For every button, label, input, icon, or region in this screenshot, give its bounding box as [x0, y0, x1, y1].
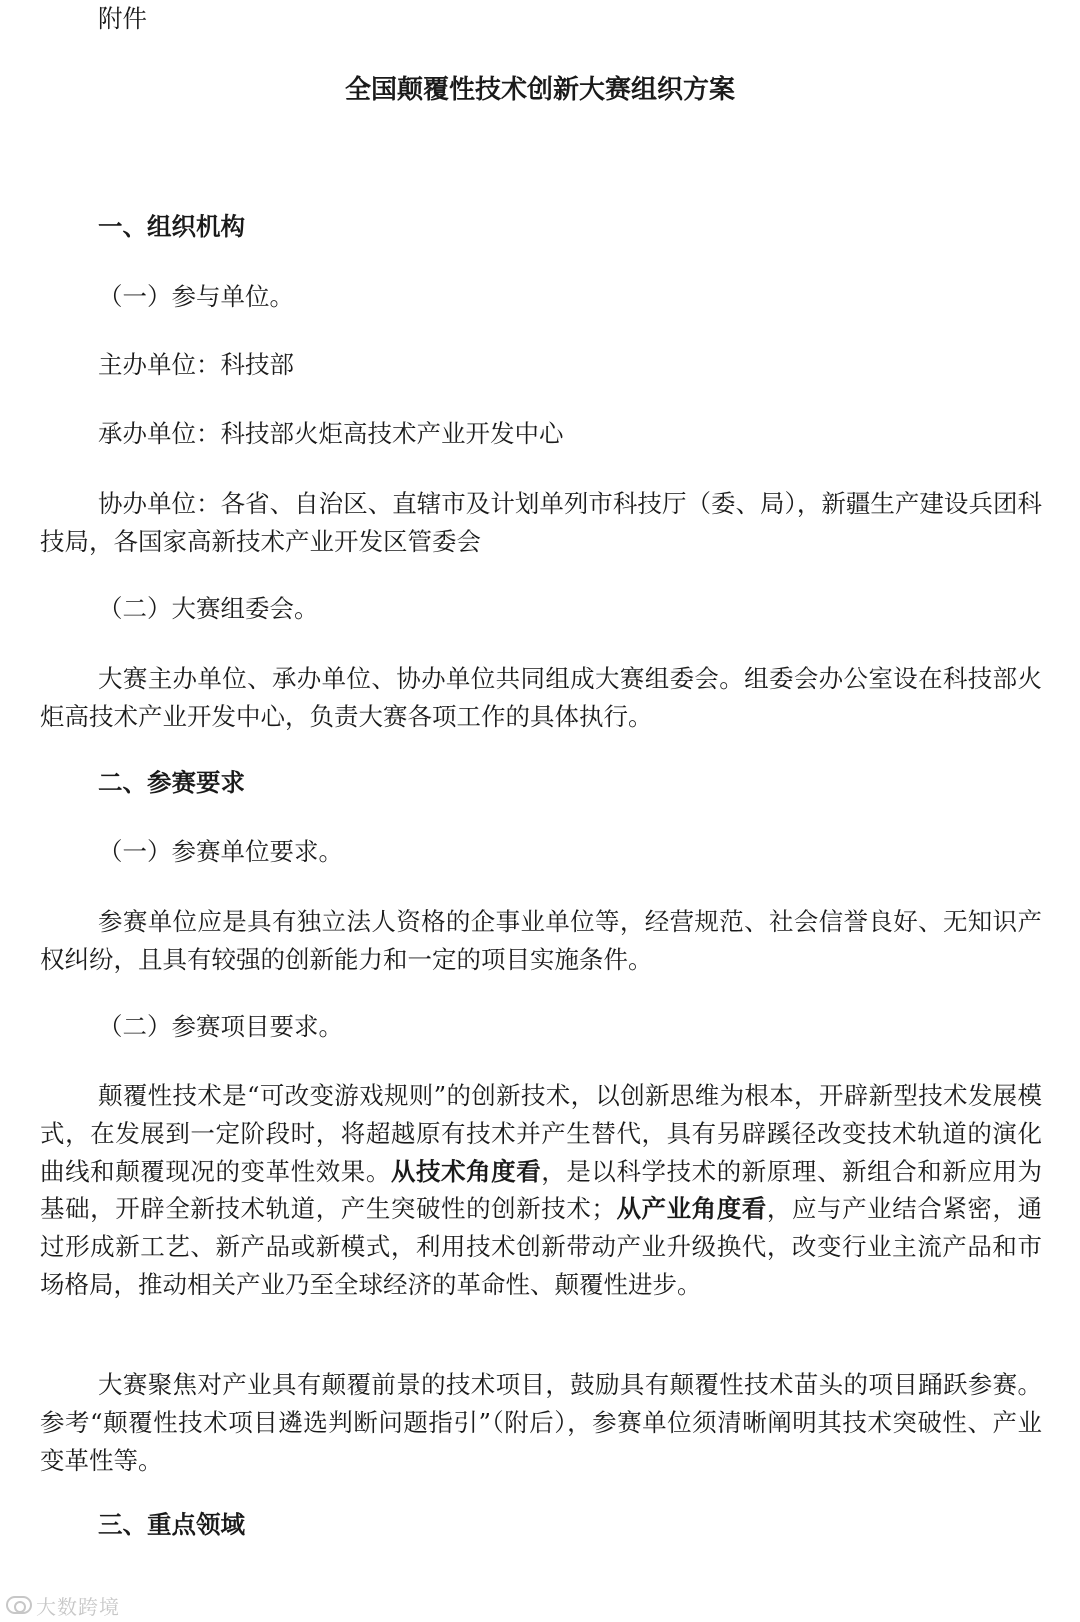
section-heading-key-areas: 三、重点领域 — [98, 1510, 245, 1539]
unit-requirements-paragraph: 参赛单位应是具有独立法人资格的企事业单位等，经营规范、社会信誉良好、无知识产权纠纷，且具有较强的创新能力和一定的项目实施条件。 — [40, 907, 1042, 974]
subsection-project-requirements: （二）参赛项目要求。 — [98, 1012, 343, 1041]
watermark — [6, 1593, 120, 1617]
watermark-text: 大数跨境 — [36, 1594, 120, 1619]
project-text-part3: ，应与产业结合紧密，通过形成新工艺、新产品或新模式，利用技术创新带动产业升级换代，改变行业主流产品和市场格局，推动相关产业乃至全球经济的革命性、颠覆性进步。 — [40, 1194, 1043, 1299]
section-heading-organization: 一、组织机构 — [98, 212, 245, 241]
technology-perspective-emphasis: 从技术角度看 — [390, 1156, 542, 1186]
section-heading-requirements: 二、参赛要求 — [98, 768, 245, 797]
co-organizer-paragraph: 协办单位：各省、自治区、直辖市及计划单列市科技厅（委、局），新疆生产建设兵团科技局，各国家高新技术产业开发区管委会 — [40, 489, 1042, 556]
subsection-committee: （二）大赛组委会。 — [98, 594, 319, 623]
subsection-unit-requirements: （一）参赛单位要求。 — [98, 837, 343, 866]
focus-paragraph: 大赛聚焦对产业具有颠覆前景的技术项目，鼓励具有颠覆性技术苗头的项目踊跃参赛。参考“颠覆性技术项目遴选判断问题指引”（附后），参赛单位须清晰阐明其技术突破性、产业变革性等。 — [40, 1370, 1042, 1475]
organizer-unit: 承办单位：科技部火炬高技术产业开发中心 — [98, 419, 564, 448]
attachment-label: 附件 — [98, 4, 147, 33]
committee-paragraph: 大赛主办单位、承办单位、协办单位共同组成大赛组委会。组委会办公室设在科技部火炬高技术产业开发中心，负责大赛各项工作的具体执行。 — [40, 664, 1042, 731]
industry-perspective-emphasis: 从产业角度看 — [615, 1194, 767, 1224]
project-text-part1: 颠覆性技术是“可改变游戏规则”的创新技术，以创新思维为根本，开辟新型技术发展模式，在发展到一定阶段时，将超越原有技术并产生替代，具有另辟蹊径改变技术轨道的演化曲线和颠覆现况的变革性效果。 — [40, 1081, 1042, 1186]
logo-icon — [6, 1596, 32, 1614]
document-title: 全国颠覆性技术创新大赛组织方案 — [344, 75, 735, 105]
project-text-part2: ，是以科学技术的新原理、新组合和新应用为基础，开辟全新技术轨道，产生突破性的创新技术； — [40, 1156, 1043, 1224]
subsection-participants: （一）参与单位。 — [98, 282, 294, 311]
project-requirements-paragraph — [40, 1077, 1042, 1304]
host-unit: 主办单位：科技部 — [98, 350, 294, 379]
